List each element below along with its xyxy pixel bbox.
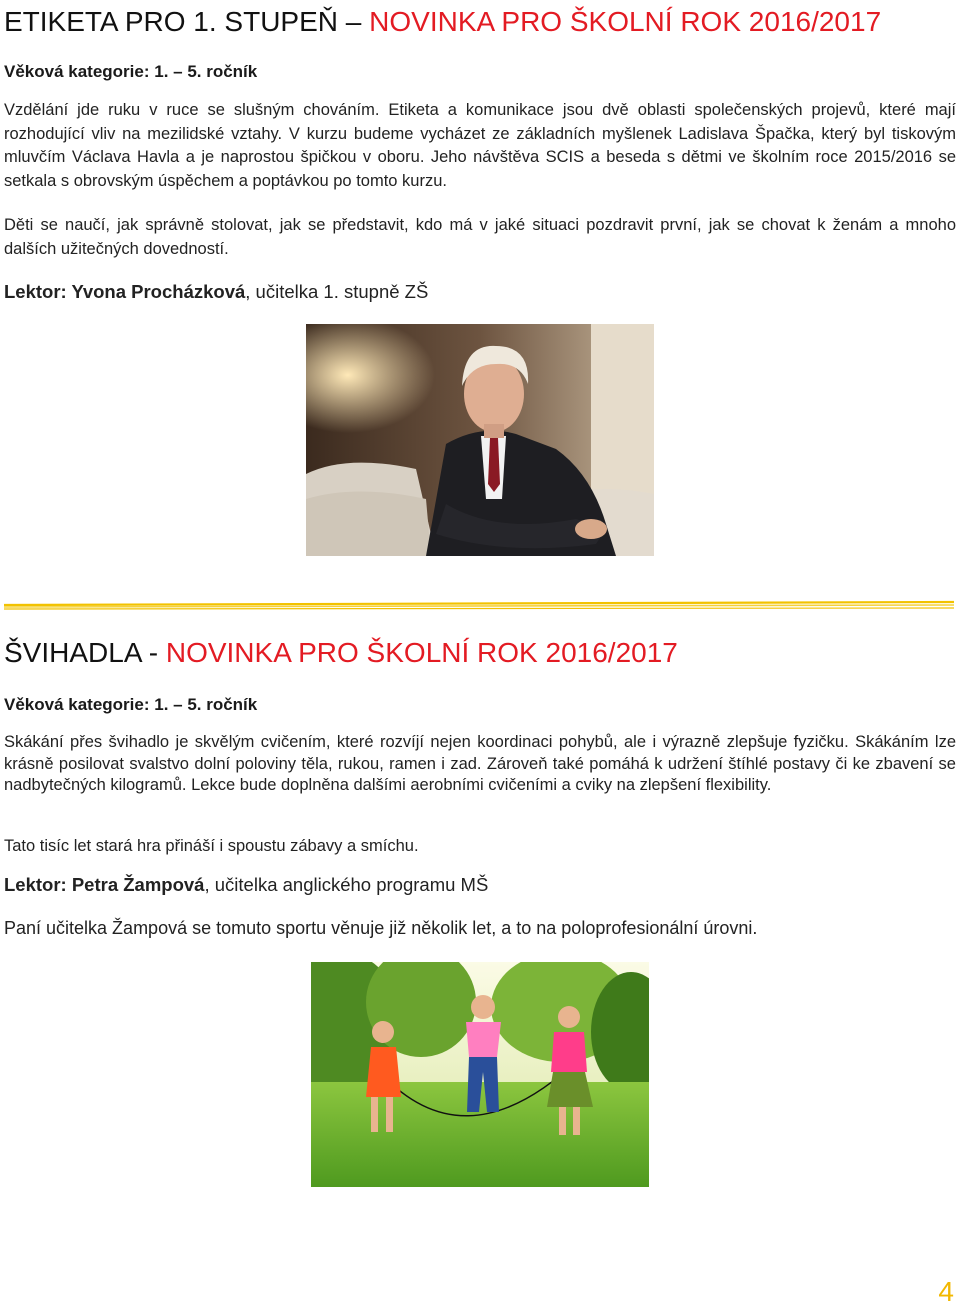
- section2-lecturer-label: Lektor: Petra Žampová: [4, 874, 205, 895]
- section2-paragraph-2: Tato tisíc let stará hra přináší i spoustu zábavy a smíchu.: [4, 837, 419, 855]
- section1-heading-black: ETIKETA PRO 1. STUPEŇ –: [4, 6, 370, 37]
- jump-rope-kids-photo: [311, 962, 649, 1187]
- section2-paragraph-1: Skákání přes švihadlo je skvělým cvičením, které rozvíjí nejen koordinaci pohybů, ale i výrazně zlepšuje fyzičku. Skákáním lze krásně posilovat svalstvo dolní poloviny těla, rukou, ramen i zad. Zároveň také pomáhá k udržení štíhlé postavy či ke zbavení se nadbytečných kilogramů. Lekce bude doplněna dalšími aerobními cvičeními a cviky na zlepšení flexibility.: [4, 733, 956, 794]
- section2-lecturer: [4, 874, 488, 896]
- section1-lecturer-label: Lektor: Yvona Procházková: [4, 281, 246, 302]
- section1-age-category: Věková kategorie: 1. – 5. ročník: [4, 62, 258, 81]
- section1-paragraph-1: Vzdělání jde ruku v ruce se slušným chováním. Etiketa a komunikace jsou dvě oblasti společenských projevů, které mají rozhodující vliv na mezilidské vztahy. V kurzu budeme vycházet ze základních myšlenek Ladislava Špačka, který byl tiskovým mluvčím Václava Havla a je naprostou špičkou v oboru. Jeho návštěva SCIS a beseda s dětmi ve školním roce 2015/2016 se setkala s obrovským úspěchem a poptávkou po tomto kurzu.: [4, 101, 956, 190]
- section2-heading-black: ŠVIHADLA -: [4, 637, 166, 668]
- section1-lecturer: [4, 281, 428, 303]
- section2-age-category: Věková kategorie: 1. – 5. ročník: [4, 695, 258, 714]
- section1-heading: [4, 6, 881, 38]
- lecturer-portrait-photo: [306, 324, 654, 556]
- section2-paragraph-3: Paní učitelka Žampová se tomuto sportu věnuje již několik let, a to na poloprofesionální úrovni.: [4, 918, 758, 938]
- section1-heading-red: NOVINKA PRO ŠKOLNÍ ROK 2016/2017: [369, 6, 882, 37]
- section1-paragraph-2: Děti se naučí, jak správně stolovat, jak se představit, kdo má v jaké situaci pozdravit první, jak se chovat k ženám a mnoho dalších užitečných dovedností.: [4, 216, 956, 258]
- section-divider: [4, 598, 954, 612]
- section2-heading: [4, 637, 678, 669]
- section2-lecturer-role: , učitelka anglického programu MŠ: [204, 874, 489, 895]
- section1-lecturer-role: , učitelka 1. stupně ZŠ: [245, 281, 429, 302]
- section2-heading-red: NOVINKA PRO ŠKOLNÍ ROK 2016/2017: [165, 637, 678, 668]
- page-number: 4: [938, 1276, 954, 1307]
